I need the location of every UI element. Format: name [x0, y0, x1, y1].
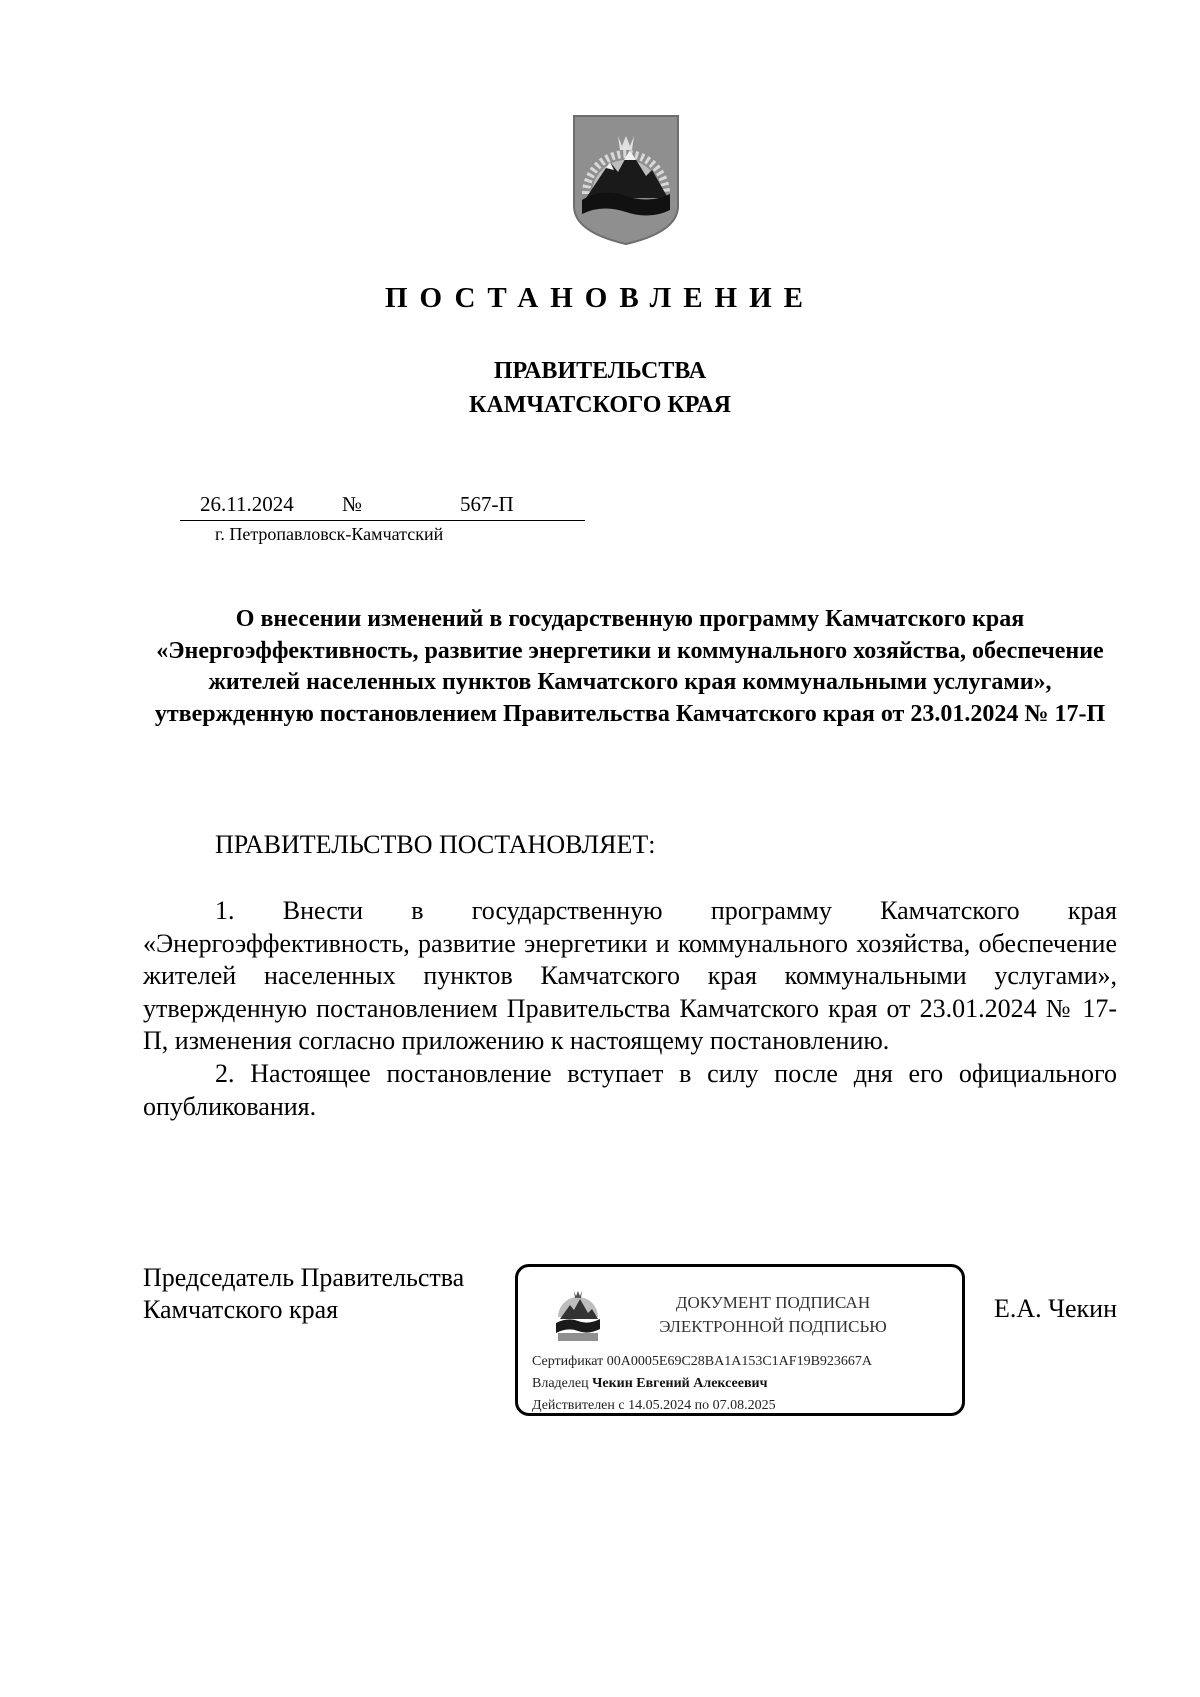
owner-label: Владелец [532, 1376, 589, 1391]
electronic-signature-stamp [515, 1264, 965, 1416]
stamp-heading-line-1: ДОКУМЕНТ ПОДПИСАН [675, 1293, 871, 1312]
document-type-heading: ПОСТАНОВЛЕНИЕ [384, 282, 815, 314]
issuer-line-1: ПРАВИТЕЛЬСТВА [493, 358, 707, 384]
number-sign: № [342, 492, 363, 516]
document-number: 567-П [460, 492, 514, 516]
stamp-certificate-row [532, 1351, 872, 1373]
stamp-validity-row [532, 1395, 872, 1417]
valid-from-label: с [618, 1398, 625, 1413]
stamp-emblem-icon [554, 1287, 602, 1345]
kamchatka-coat-of-arms-icon [572, 114, 680, 246]
owner-value: Чекин Евгений Алексеевич [592, 1376, 768, 1391]
document-title: О внесении изменений в государственную программу Камчатского края «Энергоэффективность, развитие энергетики и коммунального хозяйства, обеспечение жителей населенных пунктов Камчатского края коммунальными услугами», утвержденную постановлением Правительства Камчатского края от 23.01.2024 № 17-П [154, 606, 1106, 727]
signer-name: Е.А. Чекин [993, 1294, 1117, 1323]
issuer-heading [0, 354, 1200, 422]
stamp-owner-row [532, 1373, 872, 1395]
date-number-line [180, 490, 585, 521]
body-item-1: 1. Внести в государственную программу Камчатского края «Энергоэффективность, развитие энергетики и коммунального хозяйства, обеспечение жителей населенных пунктов Камчатского края коммунальными услугами», утвержденную постановлением Правительства Камчатского края от 23.01.2024 № 17-П, изменения согласно приложению к настоящему постановлению. [143, 896, 1117, 1056]
document-date: 26.11.2024 [200, 492, 294, 516]
stamp-certificate-info [532, 1351, 872, 1417]
certificate-label: Сертификат [532, 1354, 604, 1369]
body-item-2: 2. Настоящее постановление вступает в силу после дня его официального опубликования. [143, 1058, 1117, 1121]
stamp-heading [623, 1291, 923, 1339]
city-line: г. Петропавловск-Камчатский [215, 524, 444, 544]
valid-to-label: по [694, 1398, 710, 1413]
certificate-value: 00A0005E69C28BA1A153C1AF19B923667A [606, 1354, 873, 1369]
document-body [143, 895, 1117, 1123]
valid-to: 07.08.2025 [712, 1398, 776, 1413]
resolves-heading: ПРАВИТЕЛЬСТВО ПОСТАНОВЛЯЕТ: [215, 830, 656, 859]
signer-position-line-1: Председатель Правительства [143, 1263, 465, 1292]
stamp-heading-line-2: ЭЛЕКТРОННОЙ ПОДПИСЬЮ [659, 1317, 887, 1336]
issuer-line-2: КАМЧАТСКОГО КРАЯ [468, 392, 732, 418]
signer-position [143, 1262, 464, 1326]
signer-position-line-2: Камчатского края [143, 1295, 339, 1324]
valid-label: Действителен [532, 1398, 615, 1413]
valid-from: 14.05.2024 [628, 1398, 692, 1413]
